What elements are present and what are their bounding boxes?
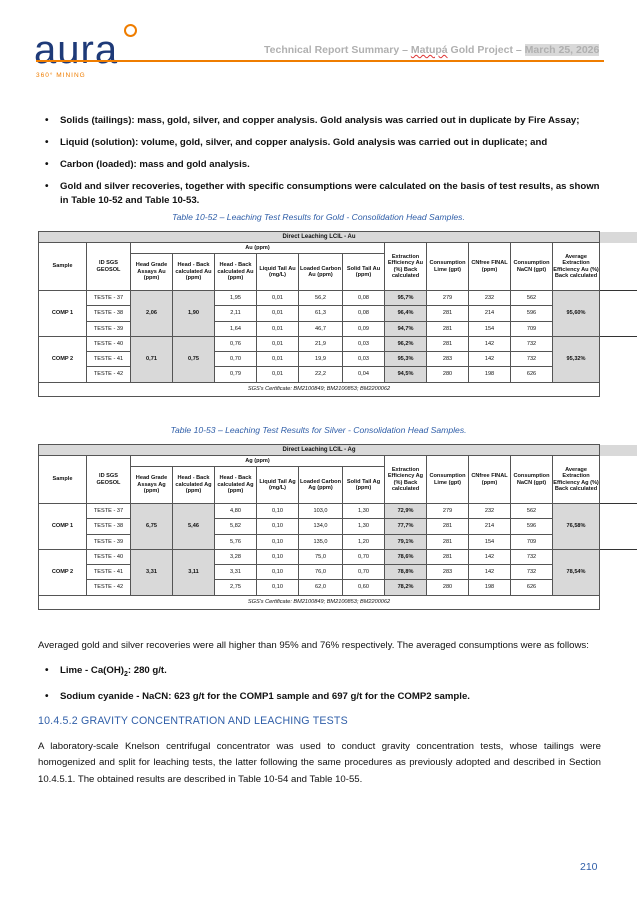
head-back-calc-value: 3,28: [215, 549, 257, 564]
certificate-note: SGS's Certificate: BM2100849; BM2100853; BM2200062: [39, 382, 600, 396]
liquid-tail-value: 0,01: [257, 291, 299, 306]
average-value: 78,54%: [553, 549, 600, 595]
table-row: [39, 352, 637, 367]
blank-cell: [600, 321, 637, 336]
head-back-calc-value: 1,64: [215, 321, 257, 336]
blank-cell: [600, 291, 637, 306]
gravity-paragraph: A laboratory-scale Knelson centrifugal concentrator was used to conduct gravity concentration tests, whose tailings were homogenized and split for leaching tests, the latter following the same procedures as previously adopted and described in Section 10.4.5.1. The obtained results are described in Table 10-54 and Table 10-55.: [38, 741, 601, 785]
header-id: ID SGS GEOSOL: [87, 243, 131, 291]
nacn-value: 732: [511, 336, 553, 351]
blank-cell: [600, 595, 637, 609]
header-lime: Consumption Lime (gpt): [427, 243, 469, 291]
head-back-calc-value: 1,95: [215, 291, 257, 306]
loaded-carbon-value: 22,2: [299, 367, 343, 382]
header-head-grade: Head Grade Assays Au (ppm): [131, 254, 173, 291]
blank-cell: [600, 232, 637, 243]
cnfree-value: 154: [469, 534, 511, 549]
header-head-back-calc: Head - Back calculated Au (ppm): [215, 254, 257, 291]
bullet-item: • Gold and silver recoveries, together with specific consumptions were calculated on the basis of test results, as shown in Table 10-52 and Table 10-53.: [60, 180, 600, 208]
lime-value: 283: [427, 565, 469, 580]
page-number: 210: [580, 861, 598, 873]
solid-tail-value: 0,09: [343, 321, 385, 336]
test-id: TESTE - 37: [87, 504, 131, 519]
head-grade-value: 3,31: [131, 549, 173, 595]
extraction-value: 78,2%: [385, 580, 427, 595]
loaded-carbon-value: 46,7: [299, 321, 343, 336]
nacn-value: 596: [511, 519, 553, 534]
blank-cell: [600, 336, 637, 351]
blank-cell: [600, 306, 637, 321]
test-id: TESTE - 41: [87, 565, 131, 580]
cnfree-value: 142: [469, 352, 511, 367]
bullet-item-lime: [60, 664, 600, 682]
table-row: [39, 504, 637, 519]
bullet-item: • Carbon (loaded): mass and gold analysis.: [60, 158, 600, 172]
average-value: 95,32%: [553, 336, 600, 382]
header-liquid-tail: Liquid Tail Ag (mg/L): [257, 467, 299, 504]
head-back-calc-value: 4,80: [215, 504, 257, 519]
blank-cell: [600, 352, 637, 367]
nacn-value: 562: [511, 504, 553, 519]
blank-cell: [600, 456, 637, 504]
head-back-calc-value: 5,82: [215, 519, 257, 534]
header-head-back: Head - Back calculated Ag (ppm): [173, 467, 215, 504]
liquid-tail-value: 0,01: [257, 336, 299, 351]
extraction-value: 94,5%: [385, 367, 427, 382]
solid-tail-value: 1,30: [343, 504, 385, 519]
header-liquid-tail: Liquid Tail Au (mg/L): [257, 254, 299, 291]
liquid-tail-value: 0,10: [257, 580, 299, 595]
header-solid-tail: Solid Tail Au (ppm): [343, 254, 385, 291]
header-head-back: Head - Back calculated Au (ppm): [173, 254, 215, 291]
logo-word: aura: [34, 28, 119, 72]
nacn-value: 709: [511, 321, 553, 336]
blank-cell: [600, 504, 637, 519]
solid-tail-value: 0,03: [343, 352, 385, 367]
loaded-carbon-value: 62,0: [299, 580, 343, 595]
bullet-text: Sodium cyanide - NaCN: 623 g/t for the COMP1 sample and 697 g/t for the COMP2 sample.: [60, 690, 470, 702]
table-row: [39, 549, 637, 564]
extraction-value: 96,4%: [385, 306, 427, 321]
lime-value: 281: [427, 336, 469, 351]
cnfree-value: 142: [469, 336, 511, 351]
head-back-calc-value: 2,75: [215, 580, 257, 595]
head-back-calc-value: 5,76: [215, 534, 257, 549]
liquid-tail-value: 0,10: [257, 549, 299, 564]
cnfree-value: 214: [469, 519, 511, 534]
header-title-middle: Gold Project –: [447, 44, 525, 56]
cnfree-value: 198: [469, 580, 511, 595]
solid-tail-value: 0,70: [343, 565, 385, 580]
table-row: [39, 306, 637, 321]
lime-value: 281: [427, 321, 469, 336]
test-id: TESTE - 42: [87, 367, 131, 382]
test-id: TESTE - 37: [87, 291, 131, 306]
header-extraction: Extraction Efficiency Au (%) Back calculated: [385, 243, 427, 291]
lime-value: 281: [427, 534, 469, 549]
header-nacn: Consumption NaCN (gpt): [511, 456, 553, 504]
table-row: [39, 291, 637, 306]
bullet-text: Lime - Ca(OH): [60, 665, 124, 676]
header-loaded-carbon: Loaded Carbon Ag (ppm): [299, 467, 343, 504]
extraction-value: 72,9%: [385, 504, 427, 519]
header-average: Average Extraction Efficiency Ag (%) Back calculated: [553, 456, 600, 504]
nacn-value: 626: [511, 367, 553, 382]
blank-cell: [600, 580, 637, 595]
consumption-bullet-list: [60, 664, 600, 712]
head-back-calc-value: 0,70: [215, 352, 257, 367]
recoveries-paragraph: Averaged gold and silver recoveries were all higher than 95% and 76% respectively. The averaged consumptions were as follows:: [38, 640, 589, 651]
silver-leaching-table: [38, 444, 637, 610]
nacn-value: 626: [511, 580, 553, 595]
liquid-tail-value: 0,10: [257, 504, 299, 519]
solid-tail-value: 0,03: [343, 336, 385, 351]
bullet-text: : 280 g/t.: [127, 665, 167, 676]
liquid-tail-value: 0,10: [257, 565, 299, 580]
bullet-item: • Liquid (solution): volume, gold, silver, and copper analysis. Gold analysis was carried out in duplicate; and: [60, 136, 600, 150]
lime-value: 279: [427, 504, 469, 519]
header-divider: [36, 60, 604, 62]
header-project-word: Matupá: [410, 44, 448, 56]
blank-cell: [600, 445, 637, 456]
sample-name: COMP 2: [39, 549, 87, 595]
loaded-carbon-value: 76,0: [299, 565, 343, 580]
table-silver-caption: Table 10-53 – Leaching Test Results for Silver - Consolidation Head Samples.: [170, 425, 467, 435]
loaded-carbon-value: 135,0: [299, 534, 343, 549]
solid-tail-value: 0,04: [343, 367, 385, 382]
solid-tail-value: 0,60: [343, 580, 385, 595]
solid-tail-value: 1,30: [343, 519, 385, 534]
nacn-value: 732: [511, 549, 553, 564]
head-back-calc-value: 0,79: [215, 367, 257, 382]
blank-cell: [600, 243, 637, 291]
lime-value: 281: [427, 519, 469, 534]
blank-cell: [600, 382, 637, 396]
cnfree-value: 232: [469, 291, 511, 306]
liquid-tail-value: 0,01: [257, 306, 299, 321]
loaded-carbon-value: 61,3: [299, 306, 343, 321]
table-row: [39, 321, 637, 336]
nacn-value: 709: [511, 534, 553, 549]
table-gold-caption: Table 10-52 – Leaching Test Results for Gold - Consolidation Head Samples.: [172, 212, 465, 222]
nacn-value: 732: [511, 352, 553, 367]
test-id: TESTE - 41: [87, 352, 131, 367]
cnfree-value: 214: [469, 306, 511, 321]
bullet-item-nacn: [60, 690, 600, 704]
head-back-value: 3,11: [173, 549, 215, 595]
test-id: TESTE - 40: [87, 549, 131, 564]
table-row: [39, 534, 637, 549]
liquid-tail-value: 0,01: [257, 367, 299, 382]
loaded-carbon-value: 75,0: [299, 549, 343, 564]
head-back-calc-value: 0,76: [215, 336, 257, 351]
table-row: [39, 367, 637, 382]
header-id: ID SGS GEOSOL: [87, 456, 131, 504]
header-group: Au (ppm): [131, 243, 385, 254]
sample-name: COMP 1: [39, 504, 87, 550]
lime-value: 281: [427, 306, 469, 321]
lime-value: 279: [427, 291, 469, 306]
logo-tagline: 360° MINING: [36, 72, 86, 79]
nacn-value: 596: [511, 306, 553, 321]
lime-value: 280: [427, 367, 469, 382]
blank-cell: [600, 519, 637, 534]
nacn-value: 562: [511, 291, 553, 306]
bullet-subscript: 2: [123, 670, 128, 678]
lime-value: 281: [427, 549, 469, 564]
head-back-value: 1,90: [173, 291, 215, 337]
head-back-value: 5,46: [173, 504, 215, 550]
extraction-value: 96,2%: [385, 336, 427, 351]
loaded-carbon-value: 19,9: [299, 352, 343, 367]
blank-cell: [600, 367, 637, 382]
header-sample: Sample: [39, 456, 87, 504]
extraction-value: 78,8%: [385, 565, 427, 580]
header-extraction: Extraction Efficiency Ag (%) Back calculated: [385, 456, 427, 504]
document-header-title: [264, 44, 599, 56]
cnfree-value: 142: [469, 565, 511, 580]
header-average: Average Extraction Efficiency Au (%) Back calculated: [553, 243, 600, 291]
header-head-back-calc: Head - Back calculated Ag (ppm): [215, 467, 257, 504]
solid-tail-value: 1,20: [343, 534, 385, 549]
cnfree-value: 154: [469, 321, 511, 336]
table-row: [39, 565, 637, 580]
liquid-tail-value: 0,01: [257, 321, 299, 336]
header-cnfree: CNfree FINAL (ppm): [469, 243, 511, 291]
test-id: TESTE - 42: [87, 580, 131, 595]
section-heading: 10.4.5.2 GRAVITY CONCENTRATION AND LEACHING TESTS: [38, 715, 348, 727]
sample-name: COMP 2: [39, 336, 87, 382]
loaded-carbon-value: 134,0: [299, 519, 343, 534]
header-loaded-carbon: Loaded Carbon Au (ppm): [299, 254, 343, 291]
table-title: Direct Leaching LCIL - Ag: [39, 445, 600, 456]
head-grade-value: 0,71: [131, 336, 173, 382]
liquid-tail-value: 0,10: [257, 534, 299, 549]
header-nacn: Consumption NaCN (gpt): [511, 243, 553, 291]
solid-tail-value: 0,08: [343, 306, 385, 321]
loaded-carbon-value: 103,0: [299, 504, 343, 519]
certificate-note: SGS's Certificate: BM2100849; BM2100853; BM2200062: [39, 595, 600, 609]
test-id: TESTE - 40: [87, 336, 131, 351]
liquid-tail-value: 0,01: [257, 352, 299, 367]
test-id: TESTE - 38: [87, 519, 131, 534]
header-title-prefix: Technical Report Summary –: [264, 44, 411, 56]
gold-leaching-table: [38, 231, 637, 397]
extraction-value: 79,1%: [385, 534, 427, 549]
head-back-value: 0,75: [173, 336, 215, 382]
header-group: Ag (ppm): [131, 456, 385, 467]
bullet-item: • Solids (tailings): mass, gold, silver, and copper analysis. Gold analysis was carried out in duplicate by Fire Assay;: [60, 114, 600, 128]
top-bullet-list: [60, 114, 600, 216]
extraction-value: 94,7%: [385, 321, 427, 336]
table-row: [39, 580, 637, 595]
solid-tail-value: 0,70: [343, 549, 385, 564]
extraction-value: 95,3%: [385, 352, 427, 367]
loaded-carbon-value: 56,2: [299, 291, 343, 306]
company-logo: [34, 22, 144, 82]
blank-cell: [600, 565, 637, 580]
extraction-value: 78,6%: [385, 549, 427, 564]
cnfree-value: 142: [469, 549, 511, 564]
table-row: [39, 519, 637, 534]
table-title: Direct Leaching LCIL - Au: [39, 232, 600, 243]
header-lime: Consumption Lime (gpt): [427, 456, 469, 504]
table-row: [39, 336, 637, 351]
liquid-tail-value: 0,10: [257, 519, 299, 534]
head-back-calc-value: 3,31: [215, 565, 257, 580]
test-id: TESTE - 39: [87, 321, 131, 336]
sample-name: COMP 1: [39, 291, 87, 337]
header-head-grade: Head Grade Assays Ag (ppm): [131, 467, 173, 504]
test-id: TESTE - 38: [87, 306, 131, 321]
lime-value: 280: [427, 580, 469, 595]
head-grade-value: 6,75: [131, 504, 173, 550]
blank-cell: [600, 549, 637, 564]
cnfree-value: 198: [469, 367, 511, 382]
header-solid-tail: Solid Tail Ag (ppm): [343, 467, 385, 504]
header-date: March 25, 2026: [524, 44, 600, 56]
head-grade-value: 2,06: [131, 291, 173, 337]
lime-value: 283: [427, 352, 469, 367]
test-id: TESTE - 39: [87, 534, 131, 549]
cnfree-value: 232: [469, 504, 511, 519]
nacn-value: 732: [511, 565, 553, 580]
average-value: 76,58%: [553, 504, 600, 550]
loaded-carbon-value: 21,9: [299, 336, 343, 351]
blank-cell: [600, 534, 637, 549]
logo-ring-icon: [124, 24, 137, 37]
extraction-value: 95,7%: [385, 291, 427, 306]
header-sample: Sample: [39, 243, 87, 291]
extraction-value: 77,7%: [385, 519, 427, 534]
average-value: 95,60%: [553, 291, 600, 337]
head-back-calc-value: 2,11: [215, 306, 257, 321]
solid-tail-value: 0,08: [343, 291, 385, 306]
header-cnfree: CNfree FINAL (ppm): [469, 456, 511, 504]
